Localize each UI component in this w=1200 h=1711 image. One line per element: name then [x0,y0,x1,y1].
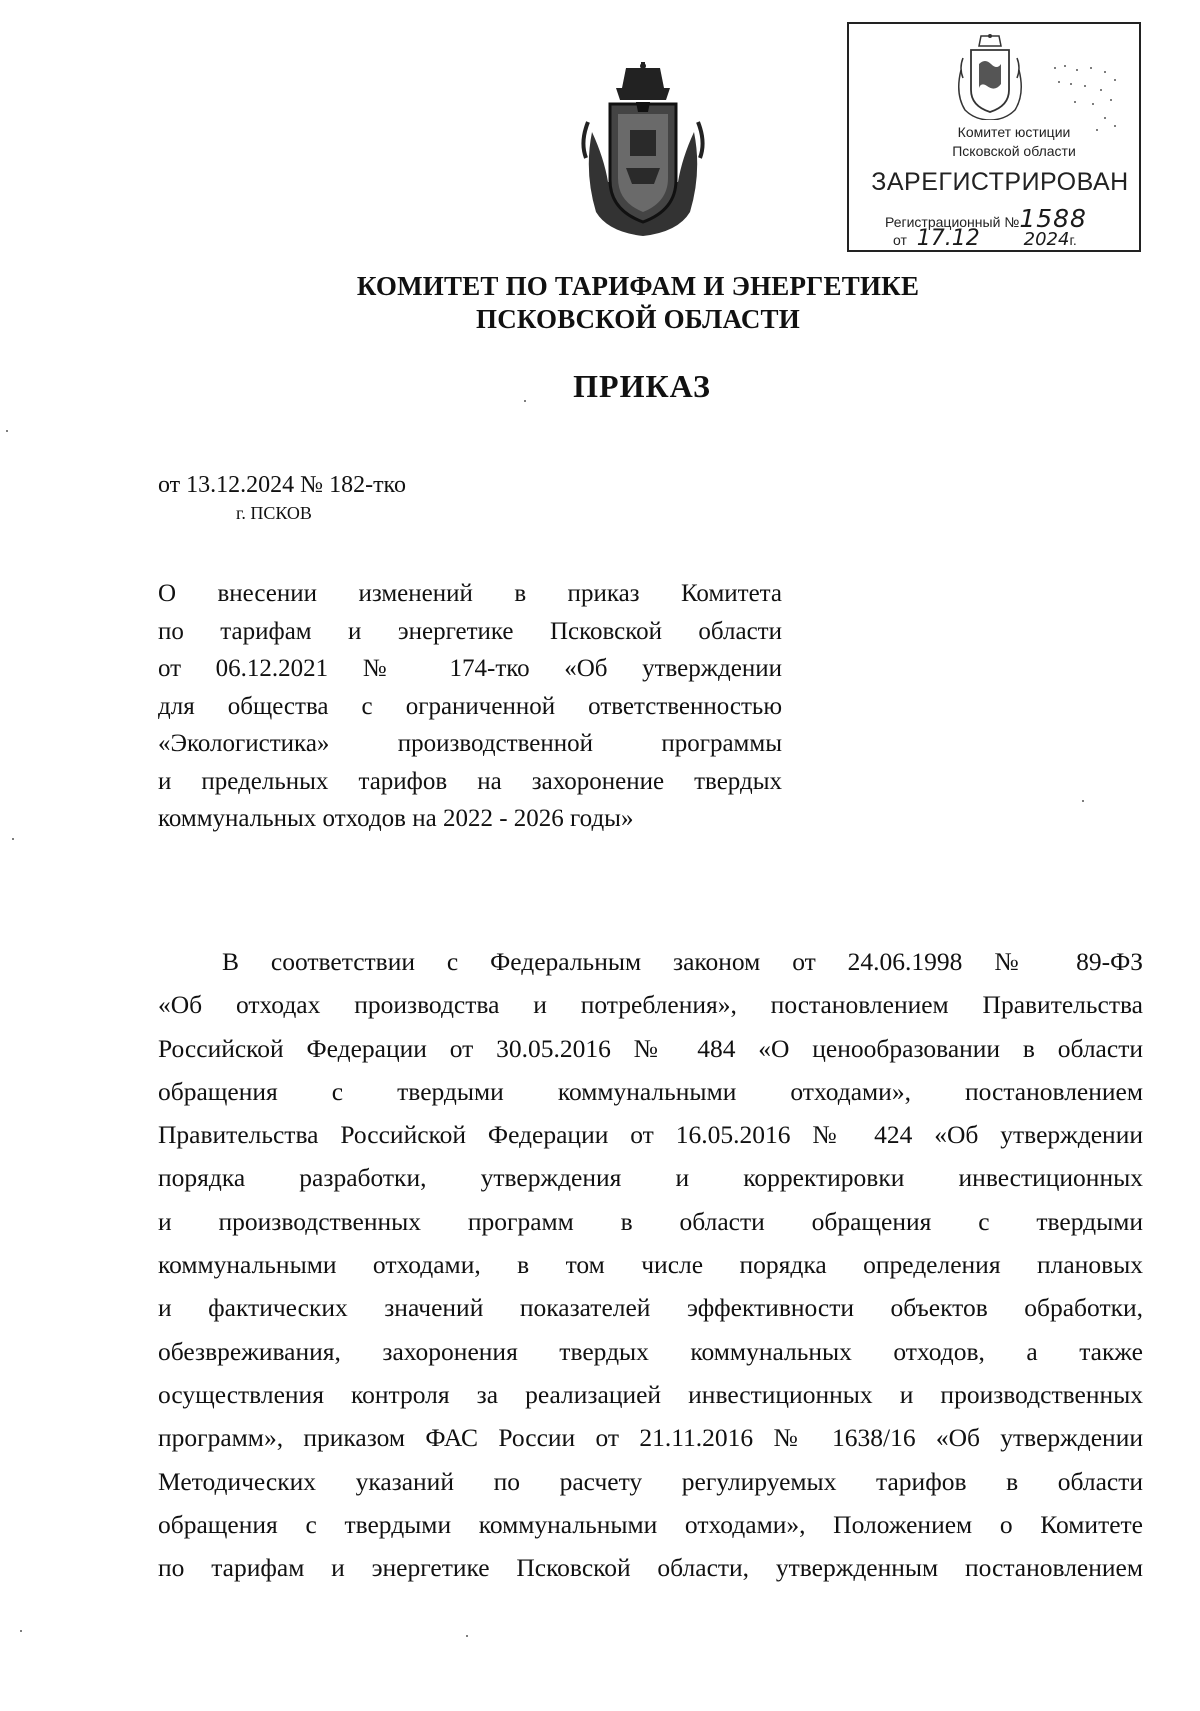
scan-speck [6,430,8,432]
body-line: программ», приказом ФАС России от 21.11.2016 № 1638/16 «Об утверждении [158,1423,1143,1453]
subject-line: коммунальных отходов на 2022 - 2026 годы» [158,805,634,832]
stamp-date-prefix: от [893,232,907,248]
body-line: обезвреживания, захоронения твердых коммунальных отходов, а также [158,1336,1143,1366]
subject-line: по тарифам и энергетике Псковской области [158,617,782,645]
order-date-number: от 13.12.2024 № 182-тко [158,472,406,498]
org-title-line-1: КОМИТЕТ ПО ТАРИФАМ И ЭНЕРГЕТИКЕ [356,271,920,301]
subject-line: О внесении изменений в приказ Комитета [158,580,782,607]
scan-speck [1082,800,1084,802]
scan-speck [20,1630,22,1632]
body-line: обращения с твердыми коммунальными отходами», Положением о Комитете [158,1509,1143,1539]
body-line: по тарифам и энергетике Псковской области, утвержденным постановлением [158,1553,1143,1583]
body-line: «Об отходах производства и потребления», постановлением Правительства [158,990,1143,1020]
body-line: Правительства Российской Федерации от 16.05.2016 № 424 «Об утверждении [158,1120,1143,1150]
stamp-date-line [893,226,1093,251]
subject-line: и предельных тарифов на захоронение твердых [158,767,782,795]
registration-stamp [847,22,1141,252]
order-subject [158,575,782,838]
scan-speck [466,1635,468,1637]
stamp-org-line-1: Комитет юстиции [957,124,1071,140]
body-line: и фактических значений показателей эффективности объектов обработки, [158,1293,1143,1323]
document-type-title: ПРИКАЗ [573,368,711,404]
body-line: осуществления контроля за реализацией инвестиционных и производственных [158,1379,1143,1409]
subject-line: от 06.12.2021 № 174-тко «Об утверждении [158,655,782,682]
body-line: Российской Федерации от 30.05.2016 № 484 «О ценообразовании в области [158,1033,1143,1063]
stamp-org-line-2: Псковской области [952,143,1076,159]
body-line: коммунальными отходами, в том числе порядка определения плановых [158,1250,1143,1280]
body-line: и производственных программ в области обращения с твердыми [158,1206,1143,1236]
stamp-registration-number: 1588 [1019,204,1087,233]
scan-speck [524,400,526,402]
coat-of-arms-emblem [578,62,708,240]
subject-line: «Экологистика» производственной программы [158,730,782,757]
body-line: В соответствии с Федеральным законом от 24.06.1998 № 89-ФЗ [222,947,1143,976]
body-line: Методических указаний по расчету регулируемых тарифов в области [158,1466,1143,1496]
subject-line: для общества с ограниченной ответственностью [158,692,782,720]
body-line: обращения с твердыми коммунальными отходами», постановлением [158,1076,1143,1106]
stamp-status: ЗАРЕГИСТРИРОВАН [871,168,1129,196]
stamp-date-handwritten: 17.12 [916,226,980,251]
order-body-text [158,940,1143,1589]
stamp-coat-of-arms-icon [955,34,1025,120]
stamp-registration-label: Регистрационный № [885,214,1020,230]
stamp-year-handwritten: 2024 [1023,229,1070,250]
body-line: порядка разработки, утверждения и корректировки инвестиционных [158,1163,1143,1193]
scan-speck [12,838,14,840]
stamp-year-suffix: г. [1069,232,1077,248]
org-title-line-2: ПСКОВСКОЙ ОБЛАСТИ [476,304,800,334]
order-city: г. ПСКОВ [236,503,312,523]
